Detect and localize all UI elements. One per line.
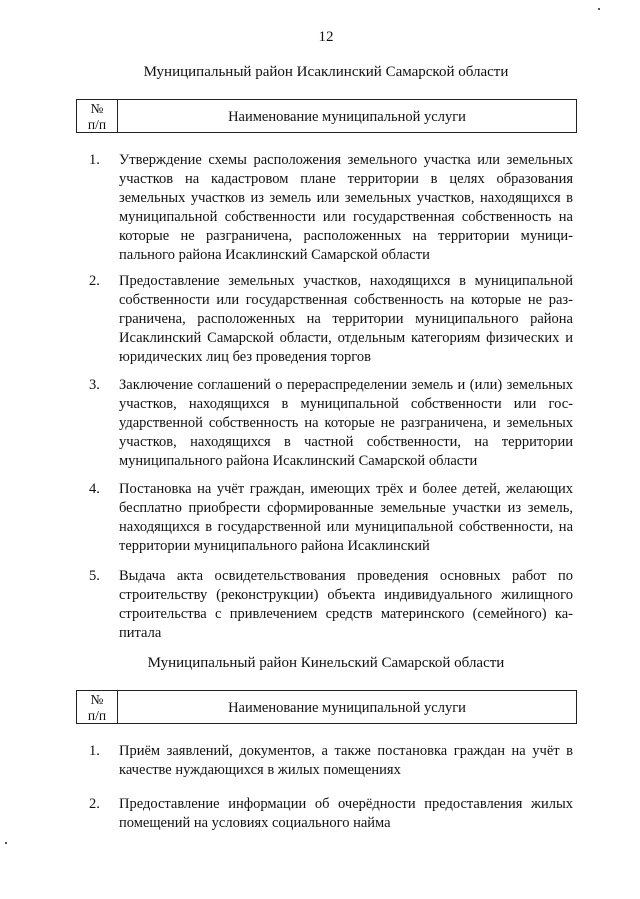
list-item-number: 2. (89, 796, 100, 812)
list-item-number: 1. (89, 152, 100, 168)
list-item-text: Предоставление информации об очерёдности предоставления жилых помещений на условиях социального найма (119, 796, 573, 831)
list-item-number: 4. (89, 481, 100, 497)
table-header-name-cell: Наименование муниципальной услуги (228, 700, 466, 716)
number-sign-label: № (90, 101, 104, 116)
list-item (89, 272, 573, 367)
list-item-text: Постановка на учёт граждан, имеющих трёх и более детей, желающих бесплатно приобрести сформированные земельные участки из земель, находящихся в государственной или муниципальной собственности, на территории муниципального района Исаклинский (119, 481, 573, 554)
table-header-name-cell: Наименование муниципальной услуги (228, 109, 466, 125)
item-abbrev-label: п/п (87, 708, 107, 723)
list-item-number: 5. (89, 568, 100, 584)
list-item-text: Утверждение схемы расположения земельного участка или земельных участков на кадастровом плане территории в целях образования земельных участков из земель или земельных участков, находящихся в муниципальной собственности или государственная собственность на которые не разграничена, расположенных на территории муниципального района Исаклинский Самарской области (119, 152, 573, 263)
list-item (89, 151, 573, 265)
table-header-number-cell (77, 100, 118, 132)
list-item-number: 3. (89, 377, 100, 393)
list-item (89, 480, 573, 556)
page-number: 12 (318, 29, 334, 45)
list-item-number: 2. (89, 273, 100, 289)
list-item-text: Заключение соглашений о перераспределении земель и (или) земельных участков, находящихся в муниципальной собственности или государственной собственность на которые не разграничена, и земельных участков, находящихся в частной собственности, на территории муниципального района Исаклинский Самарской области (119, 377, 573, 469)
item-abbrev-label: п/п (87, 117, 107, 132)
list-item-text: Предоставление земельных участков, находящихся в муниципальной собственности или государственная собственность на которые не разграничена, расположенных на территории муниципального района Исаклинский Самарской области, отдельным категориям физических и юридических лиц без проведения торгов (119, 273, 573, 365)
services-table-header (76, 690, 577, 724)
list-item (89, 376, 573, 471)
section-heading-isaklinsky: Муниципальный район Исаклинский Самарской области (143, 64, 509, 80)
number-sign-label: № (90, 692, 104, 707)
list-item-text: Приём заявлений, документов, а также постановка граждан на учёт в качестве нуждающихся в жилых помещениях (119, 743, 573, 778)
list-item-text: Выдача акта освидетельствования проведения основных работ по строительству (реконструкции) объекта индивидуального жилищного строительства с привлечением средств материнского (семейного) капитала (119, 568, 573, 641)
table-header-number-cell (77, 691, 118, 723)
scan-speck (598, 8, 600, 10)
list-item-number: 1. (89, 743, 100, 759)
list-item (89, 795, 573, 833)
section-heading-kinelsky: Муниципальный район Кинельский Самарской области (147, 655, 505, 671)
list-item (89, 742, 573, 780)
services-table-header (76, 99, 577, 133)
scan-speck (5, 842, 7, 844)
list-item (89, 567, 573, 643)
